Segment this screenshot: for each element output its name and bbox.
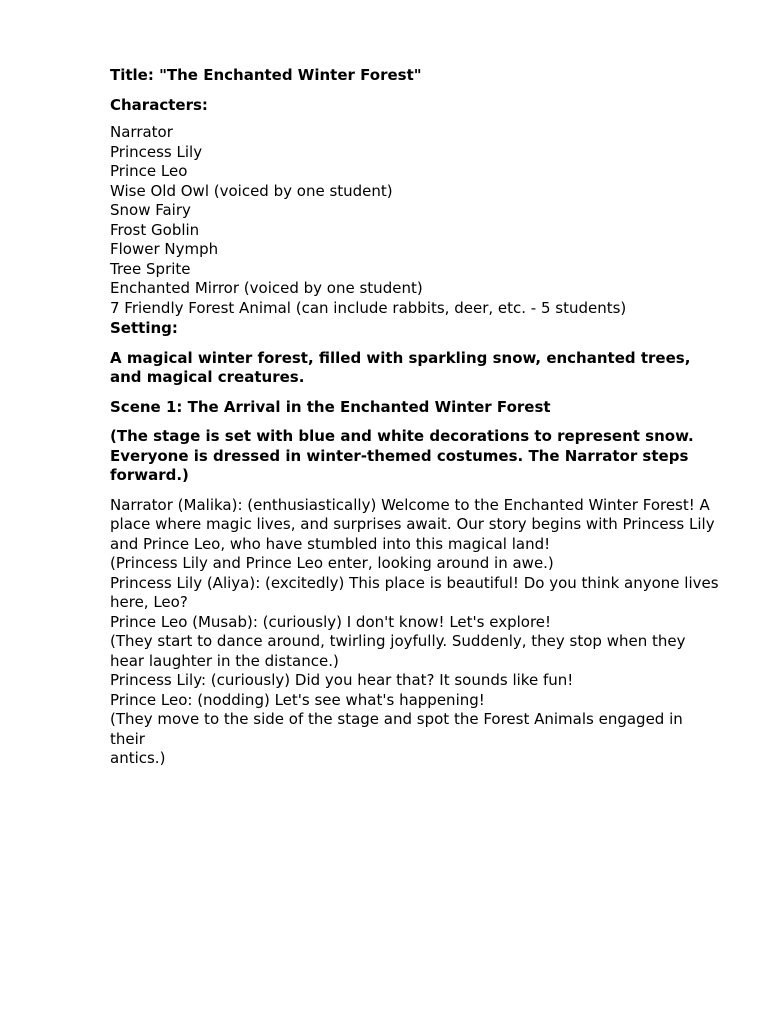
- scene-heading: Scene 1: The Arrival in the Enchanted Winter Forest: [110, 397, 551, 416]
- script-line: Prince Leo (Musab): (curiously) I don't know! Let's explore!: [110, 612, 552, 631]
- script-line: Princess Lily (Aliya): (excitedly) This place is beautiful! Do you think anyone lives here, Leo?: [110, 573, 719, 611]
- character-item: Prince Leo: [110, 162, 188, 180]
- setting-text: A magical winter forest, filled with sparkling snow, enchanted trees, and magical creatures.: [110, 348, 691, 386]
- character-item: Princess Lily: [110, 142, 203, 161]
- script-line: (They start to dance around, twirling joyfully. Suddenly, they stop when they hear laughter in the distance.): [110, 632, 686, 670]
- characters-heading: Characters:: [110, 95, 208, 114]
- script-line: antics.): [110, 749, 166, 767]
- characters-list: [110, 123, 720, 318]
- character-item: 7 Friendly Forest Animal (can include rabbits, deer, etc. - 5 students): [110, 298, 627, 317]
- character-item: Tree Sprite: [110, 259, 191, 278]
- script-line: Princess Lily: (curiously) Did you hear that? It sounds like fun!: [110, 671, 574, 689]
- character-item: Enchanted Mirror (voiced by one student): [110, 279, 423, 297]
- character-item: Snow Fairy: [110, 201, 191, 219]
- character-item: Flower Nymph: [110, 240, 219, 258]
- script-lines: [110, 496, 720, 769]
- character-item: Frost Goblin: [110, 220, 200, 239]
- script-line: Narrator (Malika): (enthusiastically) Welcome to the Enchanted Winter Forest! A place where magic lives, and surprises await. Our story begins with Princess Lily and Prince Leo, who have stumbled into this magical land!: [110, 495, 715, 553]
- document-page: [110, 66, 720, 769]
- script-line: (They move to the side of the stage and spot the Forest Animals engaged in their: [110, 710, 683, 748]
- character-item: Wise Old Owl (voiced by one student): [110, 181, 393, 200]
- character-item: Narrator: [110, 123, 173, 141]
- document-title: Title: "The Enchanted Winter Forest": [110, 66, 422, 84]
- script-line: Prince Leo: (nodding) Let's see what's happening!: [110, 690, 485, 709]
- script-line: (Princess Lily and Prince Leo enter, looking around in awe.): [110, 554, 554, 572]
- setting-heading: Setting:: [110, 319, 178, 337]
- stage-direction: (The stage is set with blue and white decorations to represent snow. Everyone is dressed in winter-themed costumes. The Narrator steps forward.): [110, 427, 694, 484]
